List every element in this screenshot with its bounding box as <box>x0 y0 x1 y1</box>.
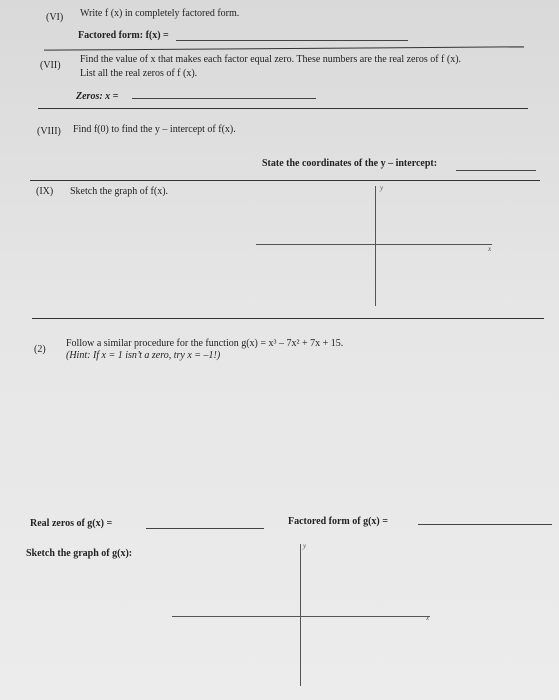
item-vii-number: (VII) <box>40 60 61 71</box>
g-zeros-blank[interactable] <box>146 528 264 529</box>
f-x-axis-label: x <box>488 245 492 253</box>
f-y-axis-label: y <box>380 184 384 192</box>
g-y-axis <box>300 544 301 686</box>
item-vi-number: (VI) <box>46 12 64 23</box>
g-factored-blank[interactable] <box>418 524 552 525</box>
divider-rule <box>38 108 528 109</box>
item-viii-number: (VIII) <box>37 126 61 137</box>
item-vi-text: Write f (x) in completely factored form. <box>80 8 240 19</box>
g-x-axis <box>172 616 430 617</box>
f-x-axis <box>256 244 492 245</box>
item-ix-number: (IX) <box>36 186 54 197</box>
item-viii-answer-label: State the coordinates of the y – intercept: <box>262 158 438 169</box>
divider-rule <box>44 46 524 50</box>
problem2-number: (2) <box>34 344 46 355</box>
problem2-text-line1: Follow a similar procedure for the function g(x) = x³ – 7x² + 7x + 15. <box>66 338 344 349</box>
g-factored-label: Factored form of g(x) = <box>288 516 388 527</box>
g-zeros-label: Real zeros of g(x) = <box>30 518 113 529</box>
g-y-axis-label: y <box>303 542 307 550</box>
f-y-axis <box>375 186 376 306</box>
problem2-hint: (Hint: If x = 1 isn’t a zero, try x = –1!) <box>66 350 221 361</box>
item-viii-text: Find f(0) to find the y – intercept of f(x). <box>73 124 236 135</box>
y-intercept-blank[interactable] <box>456 170 536 171</box>
item-vi-answer-label: Factored form: f(x) = <box>78 30 169 41</box>
item-vii-answer-label: Zeros: x = <box>76 91 119 102</box>
divider-rule <box>30 180 540 181</box>
zeros-blank[interactable] <box>132 98 316 99</box>
g-x-axis-label: x <box>426 614 430 622</box>
g-sketch-label: Sketch the graph of g(x): <box>26 548 133 559</box>
item-vii-text-line2: List all the real zeros of f (x). <box>80 68 198 79</box>
divider-rule <box>32 318 544 319</box>
item-vii-text-line1: Find the value of x that makes each factor equal zero. These numbers are the real zeros of f (x). <box>80 54 462 65</box>
factored-form-blank[interactable] <box>176 40 408 41</box>
item-ix-text: Sketch the graph of f(x). <box>70 186 169 197</box>
